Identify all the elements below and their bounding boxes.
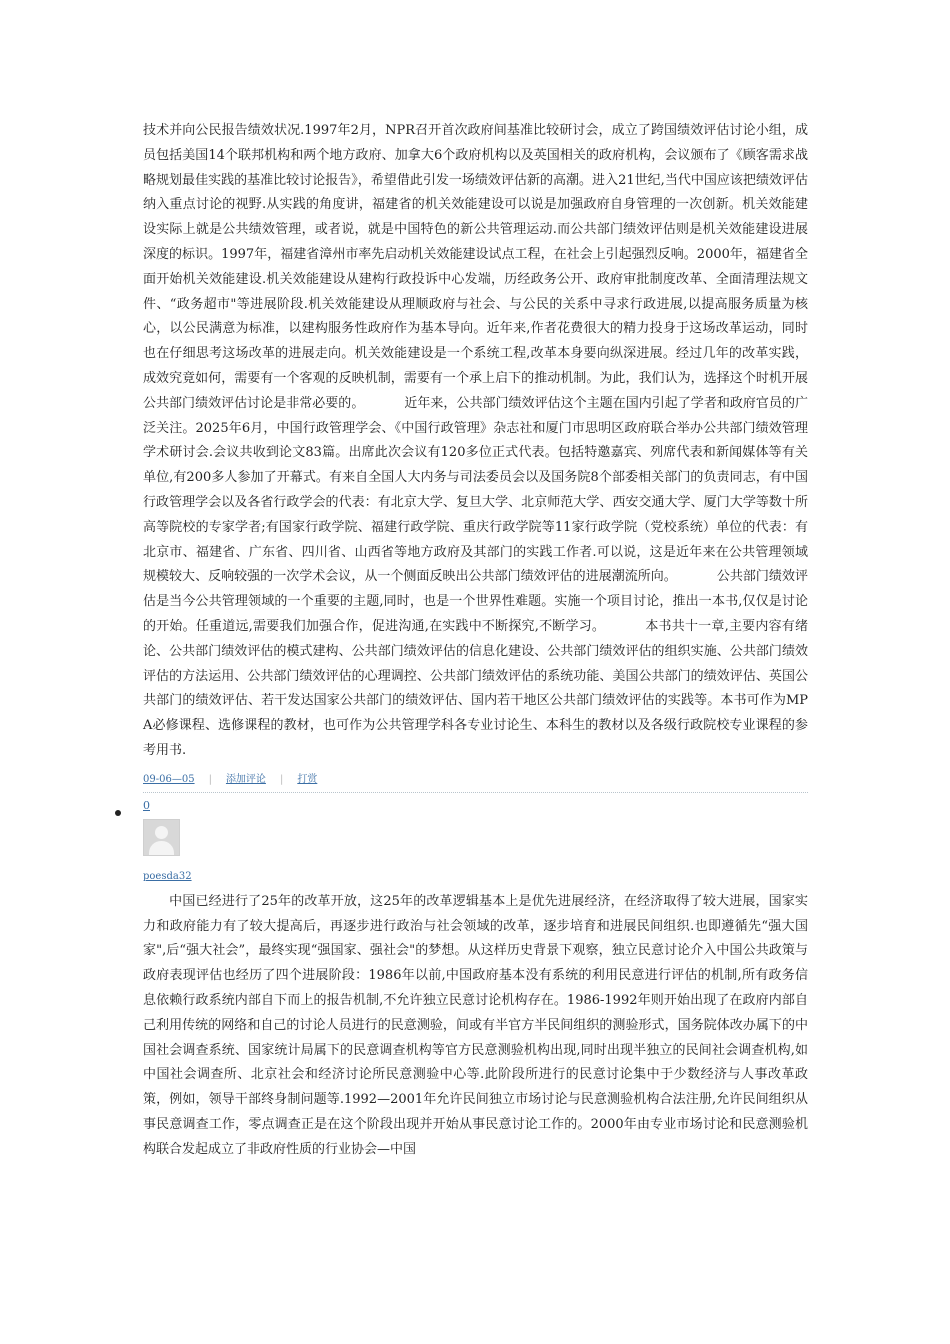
add-comment-link[interactable]: 添加评论 (225, 773, 266, 785)
avatar[interactable] (143, 819, 180, 856)
article-content (143, 119, 808, 1162)
paragraph-4: 本书共十一章,主要内容有绪论、公共部门绩效评估的模式建构、公共部门绩效评估的信息化建设、公共部门绩效评估的组织实施、公共部门绩效评估的方法运用、公共部门绩效评估的心理调控、公共部门绩效评估的系统功能、美国公共部门的绩效评估、英国公共部门的绩效评估、若干发达国家公共部门的绩效评估、国内若干地区公共部门绩效评估的实践等。本书可作为MPA必修课程、选修课程的教材，也可作为公共管理学科各专业讨论生、本科生的教材以及各级行政院校专业课程的参考用书. (143, 618, 808, 758)
meta-separator: | (208, 773, 212, 785)
paragraph-3: 公共部门绩效评估是当今公共管理领域的一个重要的主题,同时，也是一个世界性难题。实施一个项目讨论，推出一本书,仅仅是讨论的开始。任重道远,需要我们加强合作，促进沟通,在实践中不断探究,不断学习。 (143, 569, 808, 634)
post-meta (143, 771, 808, 789)
divider (143, 792, 808, 793)
tip-link[interactable]: 打赏 (297, 773, 318, 785)
username-link[interactable]: poesda32 (143, 870, 192, 882)
avatar-body-icon (149, 841, 174, 856)
article-body (143, 119, 808, 764)
comment-text (143, 890, 808, 1163)
post-date-link[interactable]: 09-06—05 (143, 773, 195, 785)
paragraph-2: 近年来，公共部门绩效评估这个主题在国内引起了学者和政府官员的广泛关注。2025年6月，中国行政管理学会、《中国行政管理》杂志社和厦门市思明区政府联合举办公共部门绩效管理学术研讨会.会议共收到论文83篇。出席此次会议有120多位正式代表。包括特邀嘉宾、列席代表和新闻媒体等有关单位,有200多人参加了开幕式。有来自全国人大内务与司法委员会以及国务院8个部委相关部门的负责同志，有中国行政管理学会以及各省行政学会的代表：有北京大学、复旦大学、北京师范大学、西安交通大学、厦门大学等数十所高等院校的专家学者;有国家行政学院、福建行政学院、重庆行政学院等11家行政学院（党校系统）单位的代表：有北京市、福建省、广东省、四川省、山西省等地方政府及其部门的实践工作者.可以说，这是近年来在公共管理领域规模较大、反响较强的一次学术会议，从一个侧面反映出公共部门绩效评估的进展潮流所向。 (143, 395, 808, 585)
comment-item (143, 798, 808, 1163)
list-bullet (115, 810, 121, 816)
avatar-head-icon (155, 826, 168, 839)
meta-separator: | (279, 773, 284, 785)
comment-body: 中国已经进行了25年的改革开放，这25年的改革逻辑基本上是优先进展经济，在经济取得了较大进展，国家实力和政府能力有了较大提高后，再逐步进行政治与社会领域的改革，逐步培育和进展民间组织.也即遵循先“强大国家",后“强大社会”，最终实现“强国家、强社会"的梦想。从这样历史背景下观察，独立民意讨论介入中国公共政策与政府表现评估也经历了四个进展阶段：1986年以前,中国政府基本没有系统的利用民意进行评估的机制,所有政务信息依赖行政系统内部自下而上的报告机制,不允许独立民意讨论机构存在。1986-1992年则开始出现了在政府内部自己利用传统的网络和自己的讨论人员进行的民意测验，间或有半官方半民间组织的测验形式，国务院体改办属下的中国社会调查系统、国家统计局属下的民意调查机构等官方民意测验机构出现,同时出现半独立的民间社会调查机构,如中国社会调查所、北京社会和经济讨论所民意测验中心等.此阶段所进行的民意讨论集中于少数经济与人事改革政策，例如，领导干部终身制问题等.1992—2001年允许民间独立市场讨论与民意测验机构合法注册,允许民间组织从事民意调查工作，零点调查正是在这个阶段出现并开始从事民意讨论工作的。2000年由专业市场讨论和民意测验机构联合发起成立了非政府性质的行业协会—中国 (143, 893, 808, 1157)
paragraph-1: 技术并向公民报告绩效状况.1997年2月，NPR召开首次政府间基准比较研讨会，成立了跨国绩效评估讨论小组，成员包括美国14个联邦机构和两个地方政府、加拿大6个政府机构以及英国相关的政府机构，会议颁布了《顾客需求战略规划最佳实践的基准比较讨论报告》，希望借此引发一场绩效评估新的高潮。进入21世纪,当代中国应该把绩效评估纳入重点讨论的视野.从实践的角度讲，福建省的机关效能建设可以说是加强政府自身管理的一次创新。机关效能建设实际上就是公共绩效管理，或者说，就是中国特色的新公共管理运动.而公共部门绩效评估则是机关效能建设进展深度的标识。1997年，福建省漳州市率先启动机关效能建设试点工程，在社会上引起强烈反响。2000年，福建省全面开始机关效能建设.机关效能建设从建构行政投诉中心发端，历经政务公开、政府审批制度改革、全面清理法规文件、“政务超市"等进展阶段.机关效能建设从理顺政府与社会、与公民的关系中寻求行政进展,以提高服务质量为核心，以公民满意为标准，以建构服务性政府作为基本导向。近年来,作者花费很大的精力投身于这场改革运动，同时也在仔细思考这场改革的进展走向。机关效能建设是一个系统工程,改革本身要向纵深进展。经过几年的改革实践，成效究竟如何，需要有一个客观的反映机制，需要有一个承上启下的推动机制。为此，我们认为，选择这个时机开展公共部门绩效评估讨论是非常必要的。 (143, 123, 808, 411)
comment-count-link[interactable]: 0 (143, 798, 150, 812)
